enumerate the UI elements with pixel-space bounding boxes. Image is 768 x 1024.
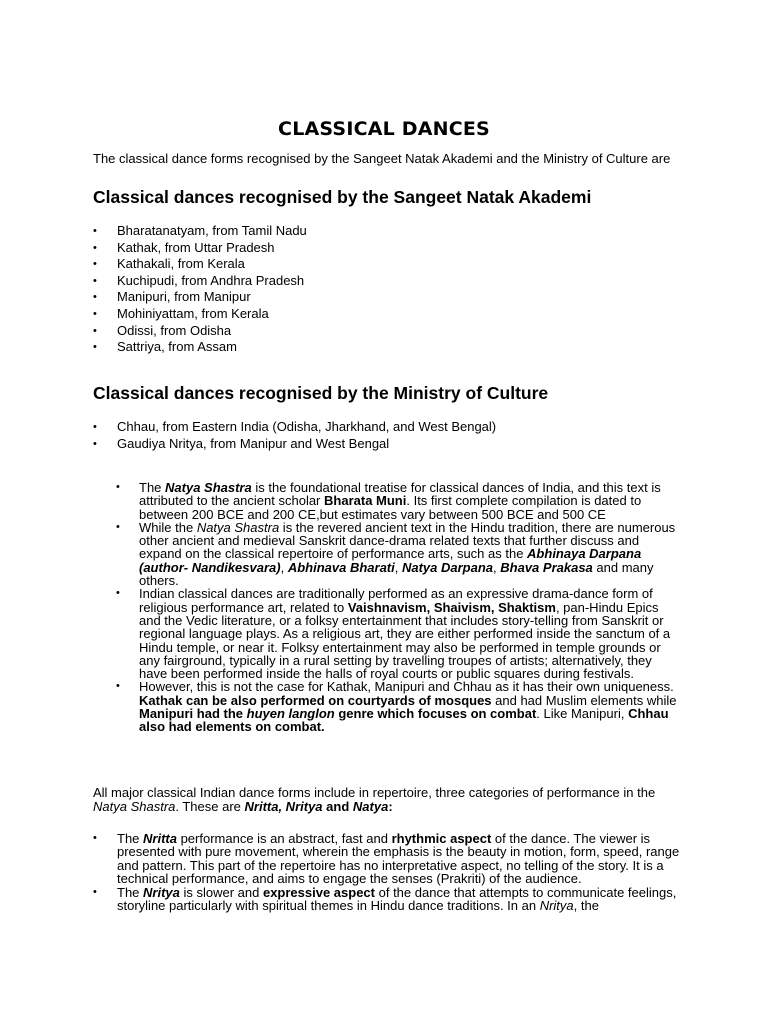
sangeet-natak-dance-list — [93, 223, 307, 356]
categories-list — [93, 832, 683, 912]
note-religious-art: • Indian classical dances are traditionally performed as an expressive drama-dance form of religious performance art, related to Vaishnavism, Shaivism, Shaktism, pan-Hindu Epics and the Vedic literature, or a folksy entertainment that includes story-telling from Sanskrit or regional language plays. As a religious art, they are either performed inside the sanctum of a Hindu temple, or near it. Folksy entertainment may also be performed in temple grounds or any fairground, typically in a rural setting by travelling troupes of artists; alternatively, they have been performed inside the halls of royal courts or public squares during festivals. — [116, 587, 678, 680]
category-nritya: • The Nritya is slower and expressive aspect of the dance that attempts to communicate feelings, storyline particularly with spiritual themes in Hindu dance traditions. In an Nritya, the — [93, 886, 683, 913]
list-item: • Kathakali, from Kerala — [93, 256, 307, 273]
list-item: • Kathak, from Uttar Pradesh — [93, 240, 307, 257]
list-item: • Mohiniyattam, from Kerala — [93, 306, 307, 323]
note-exceptions: • However, this is not the case for Kathak, Manipuri and Chhau as it has their own uniqueness. Kathak can be also performed on courtyards of mosques and had Muslim elements while Manipuri had the huyen langlon genre which focuses on combat. Like Manipuri, Chhau also had elements on combat. — [116, 680, 678, 733]
section-heading-ministry-of-culture: Classical dances recognised by the Ministry of Culture — [93, 383, 549, 403]
section-heading-sangeet-natak: Classical dances recognised by the Sangeet Natak Akademi — [93, 187, 592, 207]
ministry-dance-list — [93, 419, 496, 452]
notes-list — [116, 481, 678, 734]
performance-categories-paragraph: All major classical Indian dance forms include in repertoire, three categories of performance in the Natya Shastra. These are Nritta, Nritya and Natya: — [93, 785, 656, 814]
list-item: • Gaudiya Nritya, from Manipur and West Bengal — [93, 436, 496, 453]
list-item: • Manipuri, from Manipur — [93, 289, 307, 306]
note-other-texts: • While the Natya Shastra is the revered ancient text in the Hindu tradition, there are numerous other ancient and medieval Sanskrit dance-drama related texts that further discuss and expand on the classical repertoire of performance arts, such as the Abhinaya Darpana (author- Nandikesvara), Abhinava Bharati, Natya Darpana, Bhava Prakasa and many others. — [116, 521, 678, 587]
list-item: • Odissi, from Odisha — [93, 323, 307, 340]
page-title: CLASSICAL DANCES — [278, 118, 490, 140]
list-item: • Chhau, from Eastern India (Odisha, Jharkhand, and West Bengal) — [93, 419, 496, 436]
list-item: • Sattriya, from Assam — [93, 339, 307, 356]
list-item: • Bharatanatyam, from Tamil Nadu — [93, 223, 307, 240]
list-item: • Kuchipudi, from Andhra Pradesh — [93, 273, 307, 290]
category-nritta: • The Nritta performance is an abstract, fast and rhythmic aspect of the dance. The viewer is presented with pure movement, wherein the emphasis is the beauty in motion, form, speed, range and pattern. This part of the repertoire has no interpretative aspect, no telling of the story. It is a technical performance, and aims to engage the senses (Prakriti) of the audience. — [93, 832, 683, 886]
intro-paragraph: The classical dance forms recognised by the Sangeet Natak Akademi and the Ministry of Culture are — [93, 151, 671, 166]
note-natya-shastra: • The Natya Shastra is the foundational treatise for classical dances of India, and this text is attributed to the ancient scholar Bharata Muni. Its first complete compilation is dated to between 200 BCE and 200 CE,but estimates vary between 500 BCE and 500 CE — [116, 481, 678, 521]
